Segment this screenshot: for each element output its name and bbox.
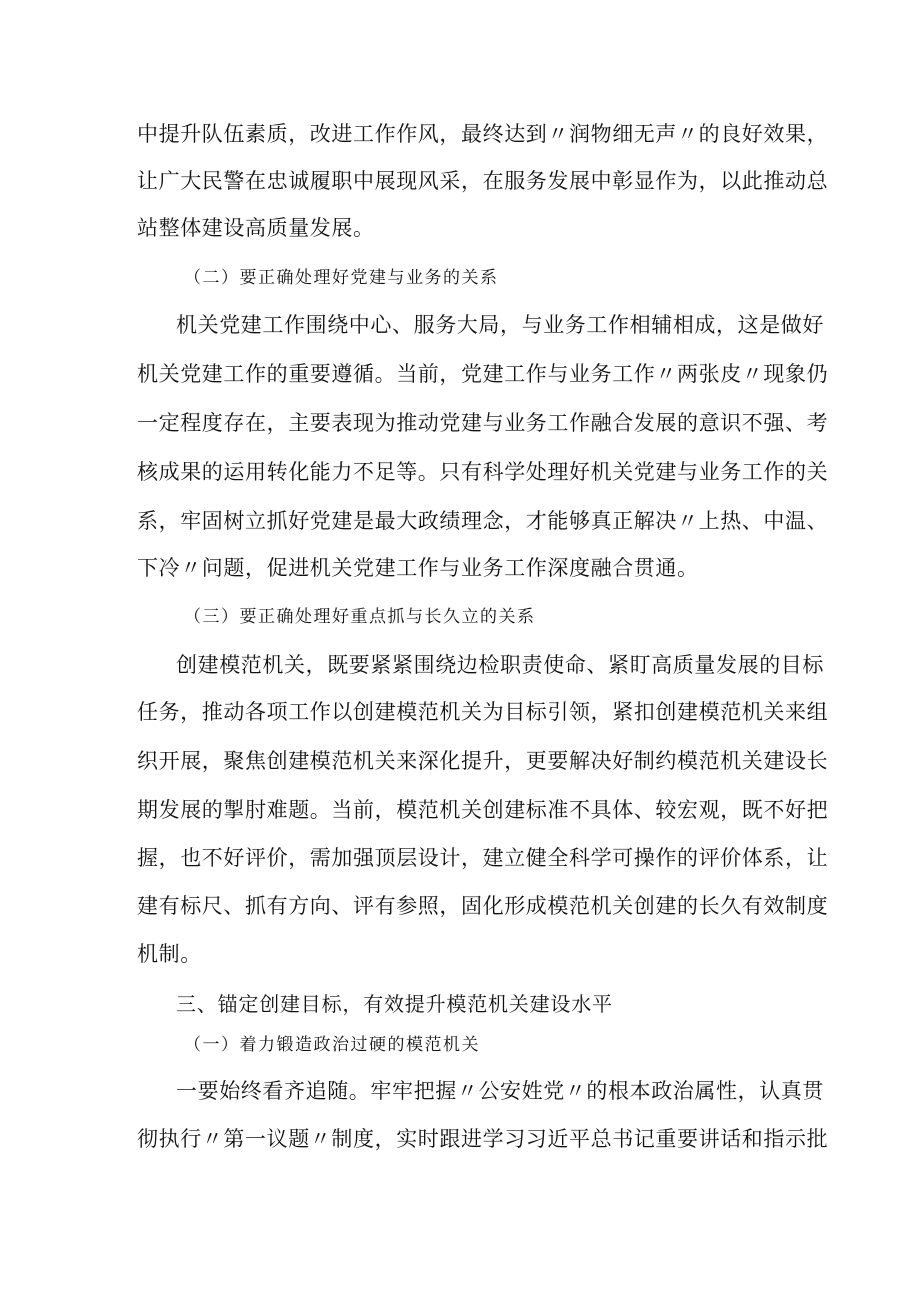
para2-line-4: 核成果的运用转化能力不足等。只有科学处理好机关党建与业务工作的关 <box>137 460 829 484</box>
para3-line-1: 创建模范机关，既要紧紧围绕边检职责使命、紧盯高质量发展的目标 <box>176 653 824 677</box>
para3-line-5: 握，也不好评价，需加强顶层设计，建立健全科学可操作的评价体系，让 <box>137 846 829 870</box>
para2-line-2: 机关党建工作的重要遵循。当前，党建工作与业务工作〃两张皮〃现象仍 <box>137 362 829 386</box>
para2-line-1: 机关党建工作围绕中心、服务大局，与业务工作相辅相成，这是做好 <box>176 313 824 337</box>
heading-3: （三）要正确处理好重点抓与长久立的关系 <box>184 607 536 627</box>
section-3-heading: 三、锚定创建目标，有效提升模范机关建设水平 <box>176 992 613 1016</box>
para3-line-2: 任务，推动各项工作以创建模范机关为目标引领，紧扣创建模范机关来组 <box>137 700 829 724</box>
para2-line-6: 下冷〃问题，促进机关党建工作与业务工作深度融合贯通。 <box>137 556 699 580</box>
intro-line-3: 站整体建设高质量发展。 <box>137 216 375 240</box>
heading-3-1: （一）着力锻造政治过硬的模范机关 <box>184 1035 480 1055</box>
para3-line-7: 机制。 <box>137 942 202 966</box>
heading-2: （二）要正确处理好党建与业务的关系 <box>184 268 499 288</box>
para4-line-1: 一要始终看齐追随。牢牢把握〃公安姓党〃的根本政治属性，认真贯 <box>176 1079 824 1103</box>
para3-line-4: 期发展的掣肘难题。当前，模范机关创建标准不具体、较宏观，既不好把 <box>137 798 829 822</box>
para3-line-3: 织开展，聚焦创建模范机关来深化提升，更要解决好制约模范机关建设长 <box>137 749 829 773</box>
intro-line-2: 让广大民警在忠诚履职中展现风采，在服务发展中彰显作为，以此推动总 <box>137 169 829 193</box>
intro-line-1: 中提升队伍素质，改进工作作风，最终达到〃润物细无声〃的良好效果， <box>137 122 829 146</box>
para2-line-5: 系，牢固树立抓好党建是最大政绩理念，才能够真正解决〃上热、中温、 <box>137 509 829 533</box>
para2-line-3: 一定程度存在，主要表现为推动党建与业务工作融合发展的意识不强、考 <box>137 411 829 435</box>
para3-line-6: 建有标尺、抓有方向、评有参照，固化形成模范机关创建的长久有效制度 <box>137 894 829 918</box>
para4-line-2: 彻执行〃第一议题〃制度，实时跟进学习习近平总书记重要讲话和指示批 <box>137 1127 829 1151</box>
